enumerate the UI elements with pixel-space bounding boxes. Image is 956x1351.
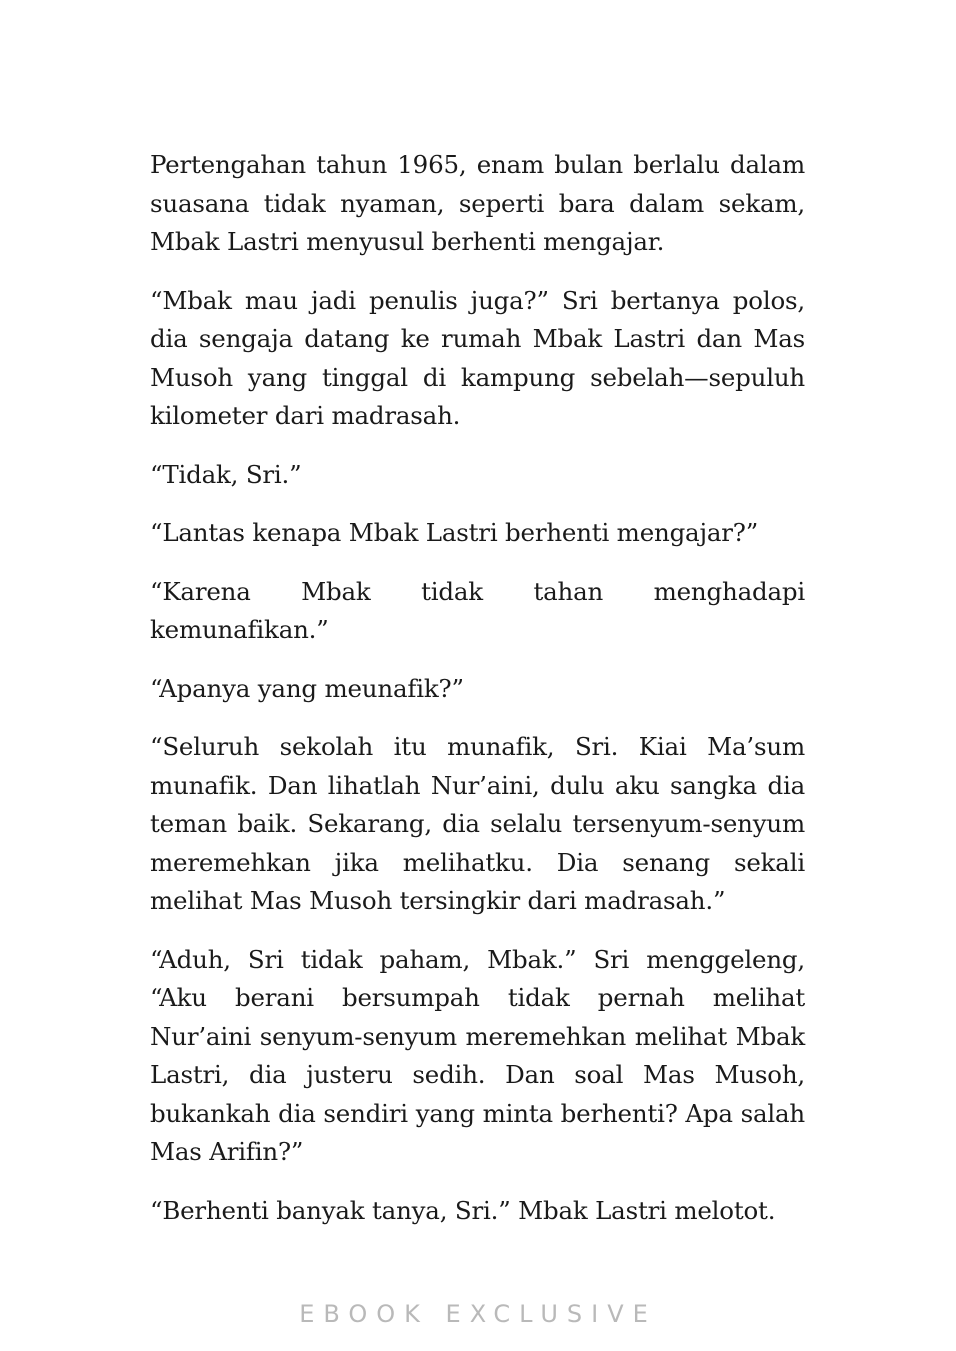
footer-label: EBOOK EXCLUSIVE [299,1300,657,1328]
paragraph: “Apanya yang meunafik?” [150,673,464,703]
paragraph: “Mbak mau jadi penulis juga?” Sri bertanya polos, dia sengaja datang ke rumah Mbak Lastri dan Mas Musoh yang tinggal di kampung sebelah—sepuluh kilometer dari madrasah. [150,285,805,430]
paragraph: “Karena Mbak tidak tahan menghadapi kemunafikan.” [150,576,805,644]
paragraph: “Aduh, Sri tidak paham, Mbak.” Sri menggeleng, “Aku berani bersumpah tidak pernah melihat Nur’aini senyum-senyum meremehkan melihat Mbak Lastri, dia justeru sedih. Dan soal Mas Musoh, bukankah dia sendiri yang minta berhenti? Apa salah Mas Arifin?” [150,944,805,1166]
paragraph: “Seluruh sekolah itu munafik, Sri. Kiai Ma’sum munafik. Dan lihatlah Nur’aini, dulu aku sangka dia teman baik. Sekarang, dia selalu tersenyum-senyum meremehkan jika melihatku. Dia senang sekali melihat Mas Musoh tersingkir dari madrasah.” [150,732,805,915]
paragraph: “Berhenti banyak tanya, Sri.” Mbak Lastri melotot. [150,1195,776,1225]
paragraph: “Tidak, Sri.” [150,459,302,489]
paragraph: Pertengahan tahun 1965, enam bulan berlalu dalam suasana tidak nyaman, seperti bara dalam sekam, Mbak Lastri menyusul berhenti mengajar. [150,150,805,256]
page-body [150,146,805,1250]
paragraph: “Lantas kenapa Mbak Lastri berhenti mengajar?” [150,518,759,547]
